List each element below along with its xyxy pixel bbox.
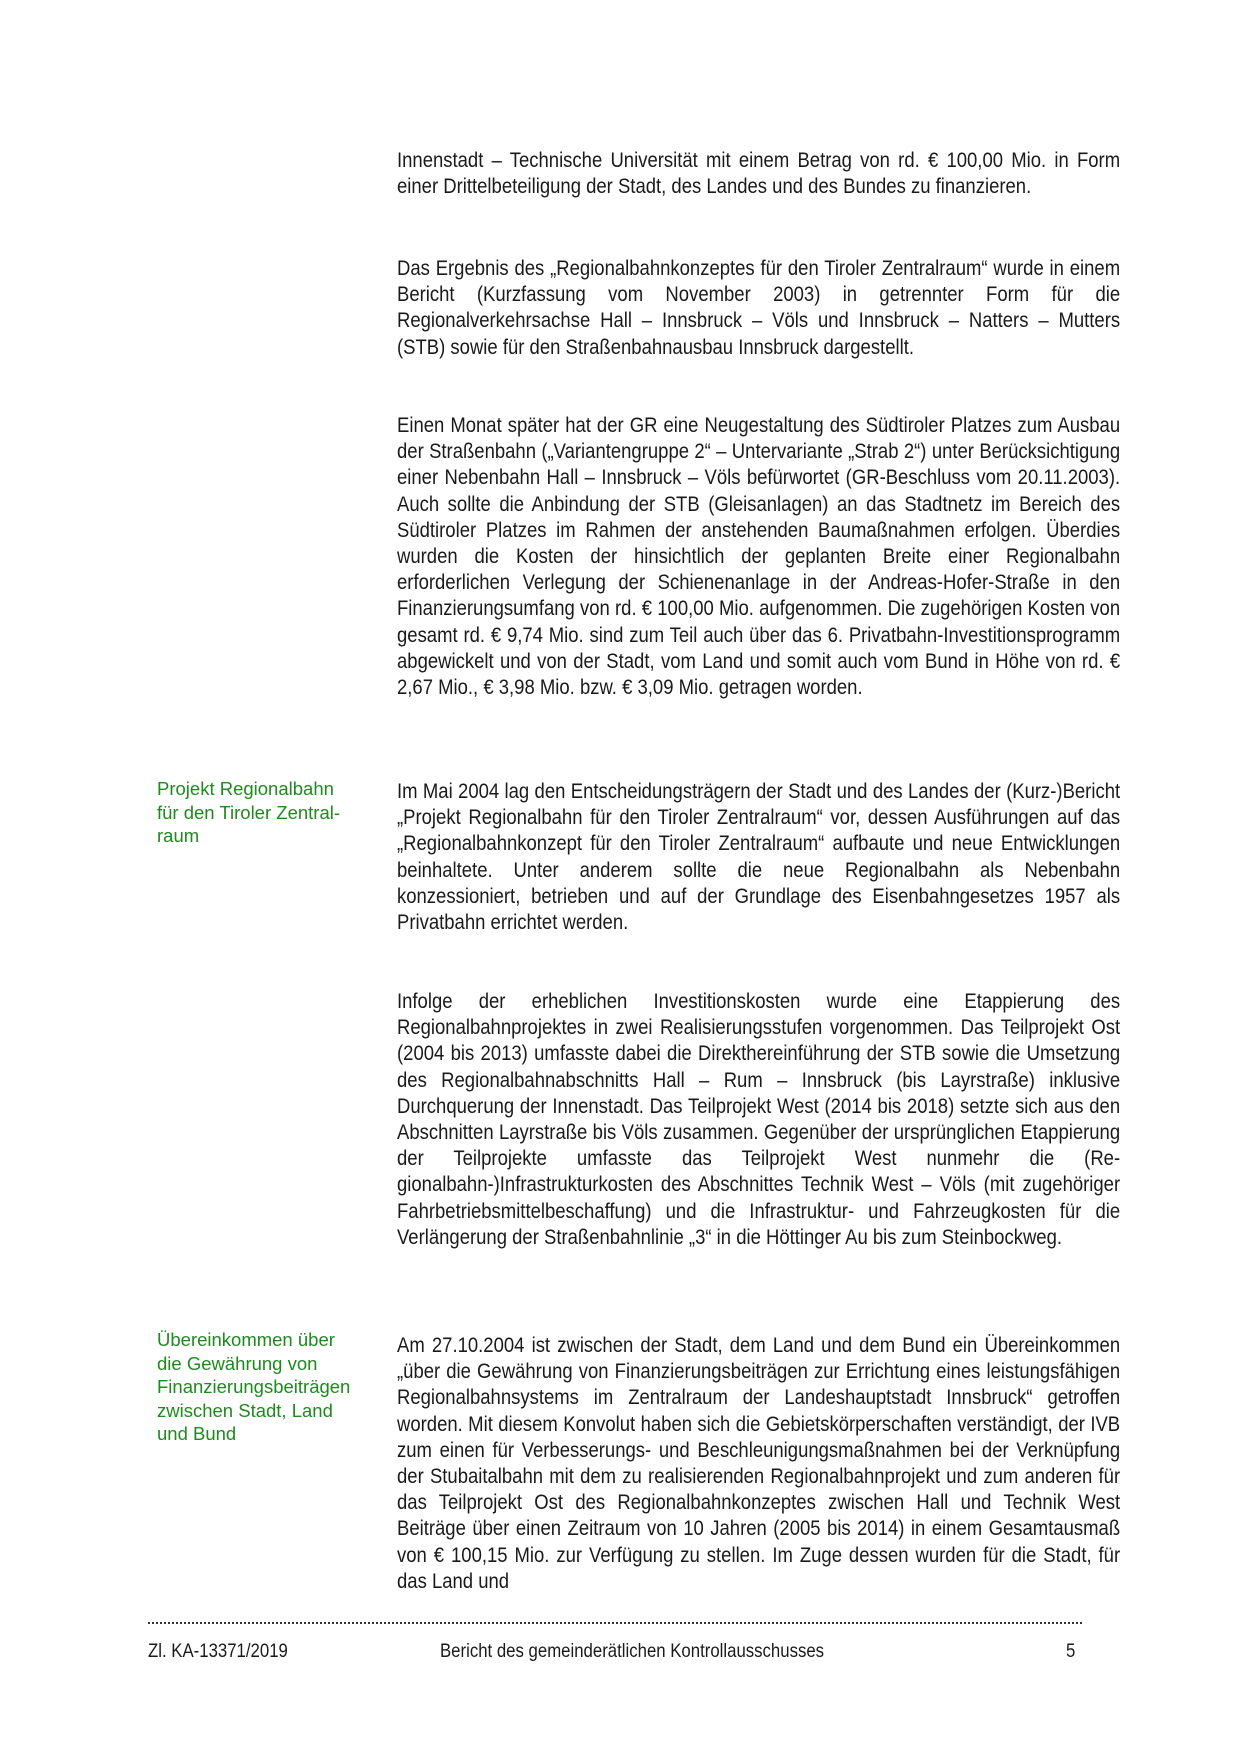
paragraph-text: Im Mai 2004 lag den Entscheidungsträgern der Stadt und des Landes der (Kurz-)Bericht „Projekt Regionalbahn für den Tiroler Zentralraum“ vor, dessen Ausführungen auf das „Regionalbahnkonzept für den Tiroler Zentralraum“ aufbaute und neue Entwicklungen beinhaltete. Unter anderem sollte die neue Regionalbahn als Nebenbahn konzessioniert, betrieben und auf der Grundlage des Eisenbahngesetzes 1957 als Privatbahn errichtet werden. [397, 779, 1121, 935]
body-paragraph [397, 255, 1120, 360]
margin-note-uebereinkommen [157, 1328, 382, 1446]
body-paragraph [397, 1332, 1120, 1594]
margin-note-line: die Gewährung von [157, 1352, 318, 1374]
footer-page-number [1066, 1640, 1077, 1663]
margin-note-projekt-regionalbahn [157, 777, 382, 848]
body-paragraph [397, 988, 1120, 1250]
margin-note-line: Finanzierungsbeiträgen [157, 1376, 351, 1397]
paragraph-text: Am 27.10.2004 ist zwischen der Stadt, dem Land und dem Bund ein Übereinkommen „über die Gewährung von Finanzierungsbeiträgen zur Errichtung eines leistungsfähigen Regionalbahnsystems im Zentralraum der Landeshauptstadt Innsbruck“ getroffen worden. Mit diesem Konvolut haben sich die Gebietskörperschaften verständigt, der IVB zum einen für Verbesserungs- und Beschleunigungsmaßnahmen bei der Verknüpfung der Stubaitalbahn mit dem zu realisierenden Regionalbahnprojekt und zum anderen für das Teilprojekt Ost des Regionalbahnkonzeptes zwischen Hall und Technik West Beiträge über einen Zeitraum von 10 Jahren (2005 bis 2014) in einem Gesamtausmaß von € 100,15 Mio. zur Verfügung zu stellen. Im Zuge dessen wurden für die Stadt, für das Land und [397, 1333, 1121, 1593]
paragraph-text: Das Ergebnis des „Regionalbahnkonzeptes für den Tiroler Zentralraum“ wurde in einem Bericht (Kurzfassung vom November 2003) in getrennter Form für die Regionalverkehrsachse Hall – Innsbruck – Völs und Innsbruck – Natters – Mutters (STB) sowie für den Straßenbahnausbau Innsbruck dargestellt. [397, 256, 1121, 359]
body-paragraph [397, 147, 1120, 199]
footer-title [440, 1640, 887, 1663]
margin-note-line: Projekt Regionalbahn [157, 778, 334, 799]
body-paragraph [397, 412, 1120, 700]
page-number: 5 [1066, 1640, 1076, 1662]
margin-note-line: für den Tiroler Zentral- [157, 801, 341, 823]
margin-note-line: raum [157, 825, 200, 846]
paragraph-text: Infolge der erheblichen Investitionskosten wurde eine Etappierung des Regionalbahnprojektes in zwei Realisierungsstufen vorgenommen. Das Teilprojekt Ost (2004 bis 2013) umfasste dabei die Direkthereinführung der STB sowie die Umsetzung des Regionalbahnabschnitts Hall – Rum – Innsbruck (bis Layrstraße) inklusive Durchquerung der Innenstadt. Das Teilprojekt West (2014 bis 2018) setzte sich aus den Abschnitten Layrstraße bis Völs zusammen. Gegenüber der ursprünglichen Etappierung der Teilprojekte umfasste das Teilprojekt West nunmehr die (Regionalbahn-)Infrastrukturkosten des Abschnittes Technik West – Völs (mit zugehöriger Fahrbetriebsmittelbeschaffung) und die Infrastruktur- und Fahrzeugkosten für die Verlängerung der Straßenbahnlinie „3“ in die Höttinger Au bis zum Steinbockweg. [397, 989, 1121, 1249]
footer-reference-text: Zl. KA-13371/2019 [148, 1640, 288, 1662]
margin-note-line: zwischen Stadt, Land [157, 1399, 333, 1421]
body-paragraph [397, 778, 1120, 935]
footer-reference [148, 1640, 311, 1663]
paragraph-text: Einen Monat später hat der GR eine Neugestaltung des Südtiroler Platzes zum Ausbau der Straßenbahn („Variantengruppe 2“ – Untervariante „Strab 2“) unter Berücksichtigung einer Nebenbahn Hall – Innsbruck – Völs befürwortet (GR-Beschluss vom 20.11.2003). Auch sollte die Anbindung der STB (Gleisanlagen) an das Stadtnetz im Bereich des Südtiroler Platzes im Rahmen der anstehenden Baumaßnahmen erfolgen. Überdies wurden die Kosten der hinsichtlich der geplanten Breite einer Regionalbahn erforderlichen Verlegung der Schienenanlage in der Andreas-Hofer-Straße in den Finanzierungsumfang von rd. € 100,00 Mio. aufgenommen. Die zugehörigen Kosten von gesamt rd. € 9,74 Mio. sind zum Teil auch über das 6. Privatbahn-Investitionsprogramm abgewickelt und von der Stadt, vom Land und somit auch vom Bund in Höhe von rd. € 2,67 Mio., € 3,98 Mio. bzw. € 3,09 Mio. getragen worden. [397, 413, 1121, 700]
margin-note-line: und Bund [157, 1423, 237, 1444]
margin-note-line: Übereinkommen über [157, 1329, 335, 1350]
paragraph-text: Innenstadt – Technische Universität mit einem Betrag von rd. € 100,00 Mio. in Form einer Drittelbeteiligung der Stadt, des Landes und des Bundes zu finanzieren. [397, 148, 1121, 199]
footer-dotted-rule [148, 1622, 1082, 1624]
footer-title-text: Bericht des gemeinderätlichen Kontrollausschusses [440, 1640, 825, 1662]
